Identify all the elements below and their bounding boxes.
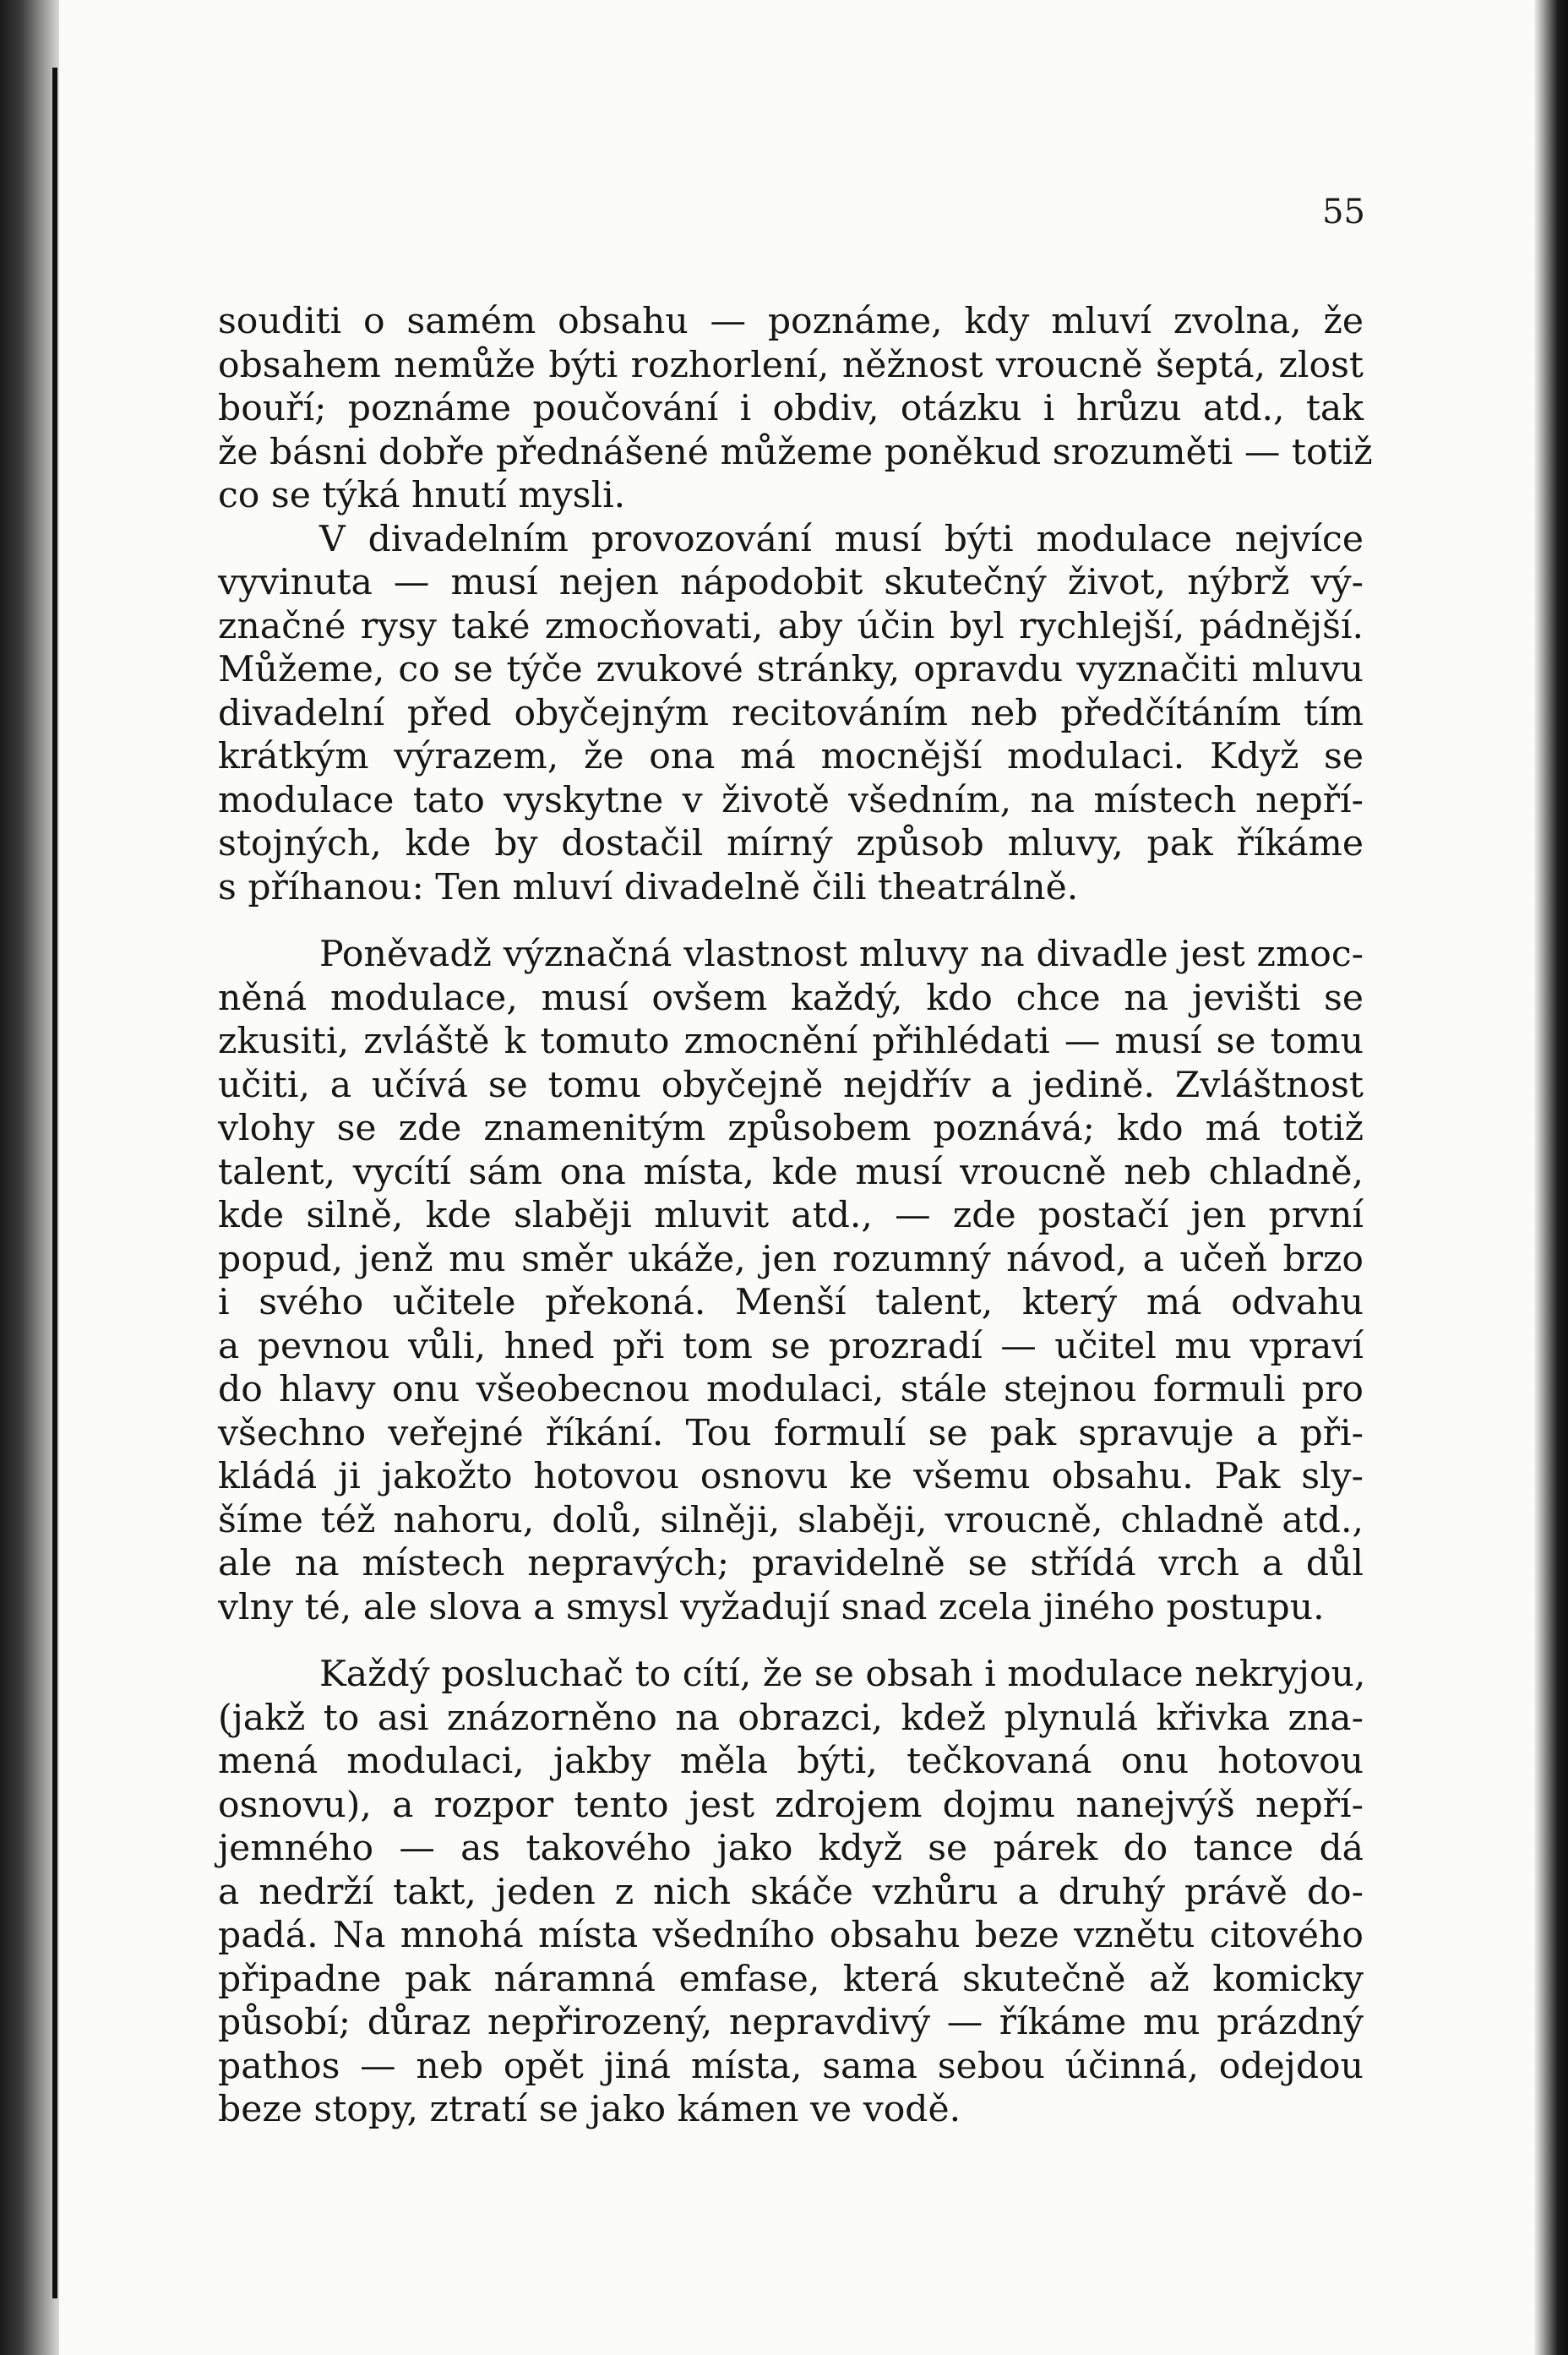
text-line: divadelní před obyčejným recitováním neb předčítáním tím — [218, 692, 1364, 734]
text-line: a nedrží takt, jeden z nich skáče vzhůru a druhý právě do- — [218, 1871, 1364, 1913]
text-line: souditi o samém obsahu — poznáme, kdy mluví zvolna, že — [218, 301, 1364, 342]
text-line: kládá ji jakožto hotovou osnovu ke všemu obsahu. Pak sly- — [218, 1456, 1364, 1497]
text-line: značné rysy také zmocňovati, aby účin byl rychlejší, pádnější. — [218, 605, 1364, 647]
text-line: stojných, kde by dostačil mírný způsob mluvy, pak říkáme — [218, 823, 1364, 864]
text-line: krátkým výrazem, že ona má mocnější modulaci. Když se — [218, 736, 1364, 777]
text-line: co se týká hnutí mysli. — [218, 475, 626, 516]
page-edge-shadow — [1534, 0, 1568, 2355]
text-line: a pevnou vůli, hned při tom se prozradí — učitel mu vpraví — [218, 1325, 1364, 1367]
text-line: do hlavy onu všeobecnou modulaci, stále stejnou formuli pro — [218, 1369, 1364, 1410]
text-line: něná modulace, musí ovšem každý, kdo chce na jevišti se — [218, 977, 1364, 1019]
text-line: kde silně, kde slaběji mluvit atd., — zde postačí jen první — [218, 1195, 1364, 1236]
text-line: beze stopy, ztratí se jako kámen ve vodě. — [218, 2089, 961, 2130]
text-line: zkusiti, zvláště k tomuto zmocnění přihlédati — musí se tomu — [218, 1021, 1364, 1062]
text-line: Můžeme, co se týče zvukové stránky, opravdu vyznačiti mluvu — [218, 649, 1364, 690]
paragraph-2 — [218, 518, 1364, 910]
text-line: pathos — neb opět jiná místa, sama sebou účinná, odejdou — [218, 2045, 1364, 2087]
text-line: obsahem nemůže býti rozhorlení, něžnost vroucně šeptá, zlost — [218, 344, 1364, 386]
text-line: vyvinuta — musí nejen nápodobit skutečný život, nýbrž vý- — [218, 562, 1364, 603]
text-line: V divadelním provozování musí býti modulace nejvíce — [319, 518, 1364, 560]
book-spine-shadow — [0, 0, 59, 2355]
text-line: všechno veřejné říkání. Tou formulí se pak spravuje a při- — [218, 1412, 1364, 1454]
text-line: i svého učitele překoná. Menší talent, který má odvahu — [218, 1282, 1364, 1323]
paragraph-3 — [218, 933, 1364, 1629]
text-line: (jakž to asi znázorněno na obrazci, kdež plynulá křivka zna- — [218, 1697, 1364, 1739]
text-line: osnovu), a rozpor tento jest zdrojem dojmu nanejvýš nepří- — [218, 1784, 1364, 1826]
text-line: modulace tato vyskytne v životě všedním, na místech nepří- — [218, 779, 1364, 821]
page-number: 55 — [1322, 193, 1365, 232]
text-line: talent, vycítí sám ona místa, kde musí vroucně neb chladně, — [218, 1151, 1364, 1193]
text-line: ale na místech nepravých; pravidelně se střídá vrch a důl — [218, 1543, 1364, 1584]
text-line: šíme též nahoru, dolů, silněji, slaběji, vroucně, chladně atd., — [218, 1499, 1364, 1541]
text-line: bouří; poznáme poučování i obdiv, otázku i hrůzu atd., tak — [218, 388, 1364, 429]
text-line: že básni dobře přednášené můžeme poněkud srozuměti — totiž — [218, 431, 1373, 473]
paragraph-1 — [218, 300, 1373, 518]
text-line: mená modulaci, jakby měla býti, tečkovaná onu hotovou — [218, 1741, 1364, 1782]
text-line: jemného — as takového jako když se párek do tance dá — [218, 1828, 1364, 1869]
text-line: vlohy se zde znamenitým způsobem poznává; kdo má totiž — [218, 1108, 1364, 1149]
text-line: s příhanou: Ten mluví divadelně čili theatrálně. — [218, 866, 1079, 908]
body-text — [218, 300, 1373, 2132]
text-line: učiti, a učívá se tomu obyčejně nejdřív a jedině. Zvláštnost — [218, 1064, 1364, 1106]
text-line: padá. Na mnohá místa všedního obsahu beze vznětu citového — [218, 1915, 1364, 1956]
text-line: popud, jenž mu směr ukáže, jen rozumný návod, a učeň brzo — [218, 1238, 1364, 1280]
binding-edge — [52, 68, 57, 2298]
text-line: působí; důraz nepřirozený, nepravdivý — říkáme mu prázdný — [218, 2002, 1364, 2043]
text-line: připadne pak náramná emfase, která skutečně až komicky — [218, 1958, 1364, 2000]
text-line: vlny té, ale slova a smysl vyžadují snad zcela jiného postupu. — [218, 1586, 1325, 1628]
paragraph-4 — [218, 1653, 1364, 2132]
text-line: Každý posluchač to cítí, že se obsah i modulace nekryjou, — [319, 1654, 1366, 1695]
text-line: Poněvadž význačná vlastnost mluvy na divadle jest zmoc- — [319, 934, 1364, 975]
